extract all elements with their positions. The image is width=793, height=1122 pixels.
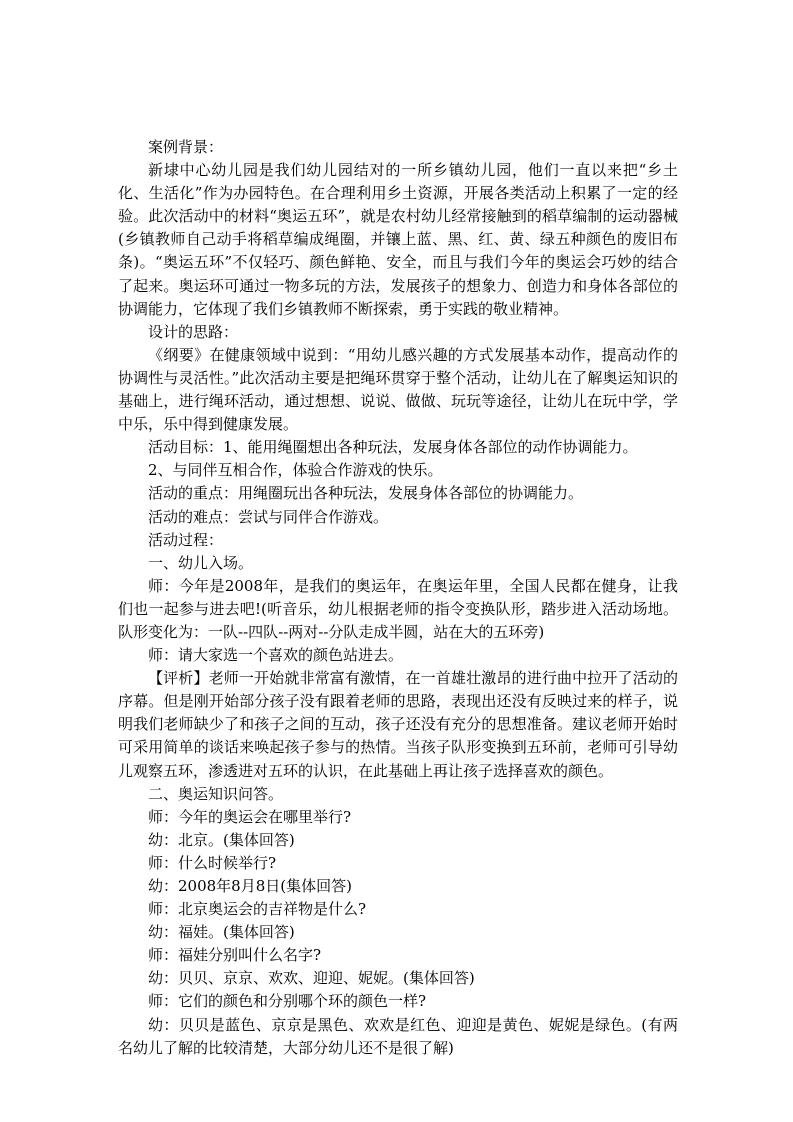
heading-step-2: 二、奥运知识问答。 — [148, 784, 284, 803]
dialogue-line: 师：它们的颜色和分别哪个环的颜色一样? — [148, 992, 427, 1011]
dialogue-line: 师：今年的奥运会在哪里举行? — [148, 807, 352, 826]
paragraph-design-idea: 《纲要》在健康领域中说到：“用幼儿感兴趣的方式发展基本动作，提高动作的协调性与灵活性。”此次活动主要是把绳环贯穿于整个活动，让幼儿在了解奥运知识的基础上，进行绳环活动，通过想想、说说、做做、玩玩等途径，让幼儿在玩中学，学中乐，乐中得到健康发展。 — [118, 345, 678, 434]
heading-design-idea: 设计的思路： — [148, 322, 239, 341]
dialogue-line: 幼：贝贝、京京、欢欢、迎迎、妮妮。(集体回答) — [148, 969, 475, 988]
paragraph-case-background: 新埭中心幼儿园是我们幼儿园结对的一所乡镇幼儿园，他们一直以来把“乡土化、生活化”作为办园特色。在合理利用乡土资源，开展各类活动上积累了一定的经验。此次活动中的材料“奥运五环”，就是农村幼儿经常接触到的稻草编制的运动器械(乡镇教师自己动手将稻草编成绳圈，并镶上蓝、黑、红、黄、绿五种颜色的废旧布条)。“奥运五环”不仅轻巧、颜色鲜艳、安全，而且与我们今年的奥运会巧妙的结合了起来。奥运环可通过一物多玩的方法，发展孩子的想象力、创造力和身体各部位的协调能力，它体现了我们乡镇教师不断探索，勇于实践的敬业精神。 — [118, 161, 678, 318]
paragraph-activity-focus: 活动的重点：用绳圈玩出各种玩法，发展身体各部位的协调能力。 — [148, 484, 584, 503]
paragraph-teacher-choose-color: 师：请大家选一个喜欢的颜色站进去。 — [148, 646, 404, 665]
dialogue-line: 幼：2008年8月8日(集体回答) — [148, 877, 352, 895]
paragraph-activity-goal-2: 2、与同伴互相合作，体验合作游戏的快乐。 — [148, 461, 443, 480]
paragraph-comment: 【评析】老师一开始就非常富有激情，在一首雄壮激昂的进行曲中拉开了活动的序幕。但是刚开始部分孩子没有跟着老师的思路，表现出还没有反映过来的样子，说明我们老师缺少了和孩子之间的互动，孩子还没有充分的思想准备。建议老师开始时可采用简单的谈话来唤起孩子参与的热情。当孩子队形变换到五环前，老师可引导幼儿观察五环，渗透进对五环的认识，在此基础上再让孩子选择喜欢的颜色。 — [118, 669, 678, 780]
paragraph-teacher-intro: 师：今年是2008年，是我们的奥运年，在奥运年里，全国人民都在健身，让我们也一起参与进去吧!(听音乐，幼儿根据老师的指令变换队形，踏步进入活动场地。队形变化为：一队--四队--两对--分队走成半圆，站在大的五环旁) — [118, 576, 678, 641]
heading-activity-process: 活动过程： — [148, 530, 224, 549]
dialogue-line: 幼：北京。(集体回答) — [148, 830, 295, 849]
dialogue-line: 师：北京奥运会的吉祥物是什么? — [148, 900, 367, 919]
dialogue-line: 师：福娃分别叫什么名字? — [148, 946, 322, 965]
dialogue-line: 幼：贝贝是蓝色、京京是黑色、欢欢是红色、迎迎是黄色、妮妮是绿色。(有两名幼儿了解的比较清楚，大部分幼儿还不是很了解) — [118, 1015, 678, 1057]
document-page — [118, 136, 678, 1060]
paragraph-activity-difficulty: 活动的难点：尝试与同伴合作游戏。 — [148, 507, 389, 526]
heading-step-1: 一、幼儿入场。 — [148, 553, 254, 572]
dialogue-line: 幼：福娃。(集体回答) — [148, 923, 295, 942]
dialogue-line: 师：什么时候举行? — [148, 853, 277, 872]
paragraph-activity-goal-1: 活动目标：1、能用绳圈想出各种玩法，发展身体各部位的动作协调能力。 — [148, 438, 638, 457]
heading-case-background: 案例背景： — [148, 138, 224, 156]
